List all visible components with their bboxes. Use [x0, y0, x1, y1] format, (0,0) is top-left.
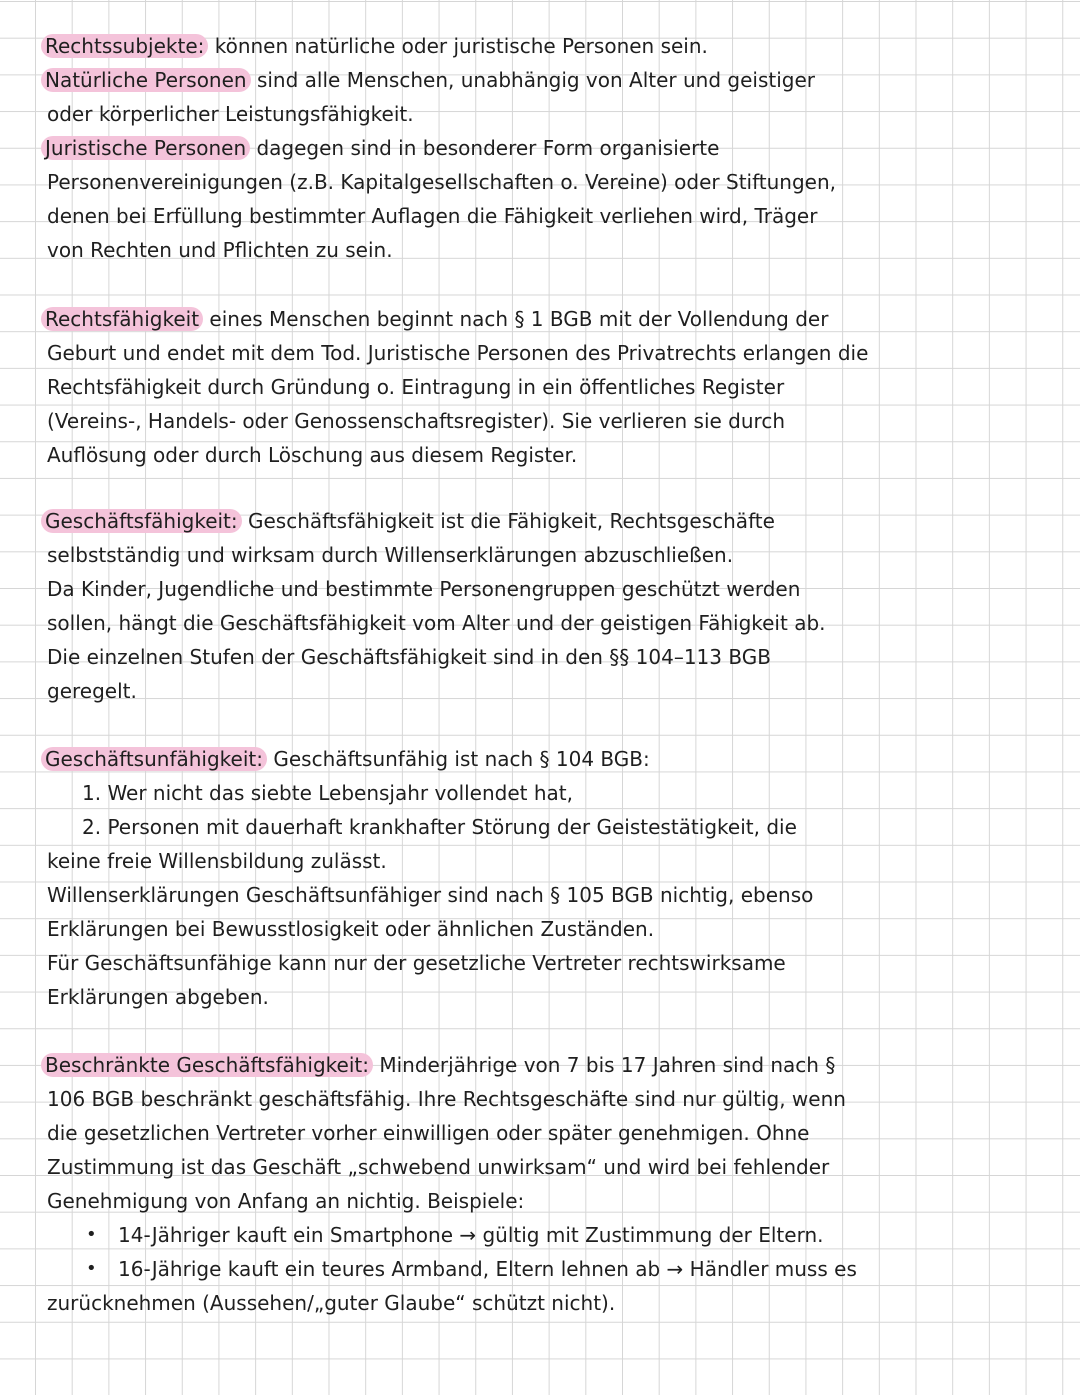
line-text: 1. Wer nicht das siebte Lebensjahr vollendet hat,	[82, 781, 573, 805]
line-text: keine freie Willensbildung zulässt.	[47, 849, 387, 873]
text-line	[47, 504, 775, 538]
text-line	[47, 572, 800, 606]
highlighted-term: Rechtsfähigkeit	[41, 307, 203, 331]
line-text: 14-Jähriger kauft ein Smartphone → gültig mit Zustimmung der Eltern.	[118, 1223, 824, 1247]
text-line	[47, 1286, 615, 1320]
line-text: sollen, hängt die Geschäftsfähigkeit vom Alter und der geistigen Fähigkeit ab.	[47, 611, 826, 635]
line-text: oder körperlicher Leistungsfähigkeit.	[47, 102, 414, 126]
line-text: 16-Jährige kauft ein teures Armband, Eltern lehnen ab → Händler muss es	[118, 1257, 857, 1281]
line-text: Da Kinder, Jugendliche und bestimmte Personengruppen geschützt werden	[47, 577, 801, 601]
line-text: 106 BGB beschränkt geschäftsfähig. Ihre Rechtsgeschäfte sind nur gültig, wenn	[47, 1087, 846, 1111]
text-line	[47, 980, 269, 1014]
text-line	[47, 1048, 835, 1082]
text-line	[47, 844, 387, 878]
text-line	[47, 742, 650, 776]
text-line	[47, 946, 786, 980]
line-text: selbstständig und wirksam durch Willenserklärungen abzuschließen.	[47, 543, 734, 567]
line-text: dagegen sind in besonderer Form organisierte	[250, 136, 720, 160]
text-line	[47, 912, 654, 946]
line-text: Genehmigung von Anfang an nichtig. Beispiele:	[47, 1189, 525, 1213]
text-line	[47, 1116, 809, 1150]
text-line	[47, 336, 868, 370]
text-line	[47, 640, 771, 674]
line-text: Erklärungen abgeben.	[47, 985, 269, 1009]
line-text: Die einzelnen Stufen der Geschäftsfähigkeit sind in den §§ 104–113 BGB	[47, 645, 771, 669]
bullet-item	[86, 1252, 857, 1286]
line-text: Geschäftsfähigkeit ist die Fähigkeit, Rechtsgeschäfte	[241, 509, 775, 533]
text-line	[47, 370, 784, 404]
line-text: Auflösung oder durch Löschung aus diesem Register.	[47, 443, 578, 467]
text-line	[47, 29, 708, 63]
line-text: (Vereins-, Handels- oder Genossenschaftsregister). Sie verlieren sie durch	[47, 409, 786, 433]
text-line	[47, 674, 137, 708]
text-line	[47, 404, 785, 438]
bullet-item	[86, 1218, 824, 1252]
text-line	[47, 199, 817, 233]
text-line	[47, 538, 733, 572]
text-line	[47, 878, 813, 912]
highlighted-term: Natürliche Personen	[41, 68, 251, 92]
numbered-item	[82, 810, 797, 844]
numbered-item	[82, 776, 573, 810]
line-text: von Rechten und Pflichten zu sein.	[47, 238, 393, 262]
text-line	[47, 606, 826, 640]
line-text: 2. Personen mit dauerhaft krankhafter Störung der Geistestätigkeit, die	[82, 815, 797, 839]
highlighted-term: Juristische Personen	[41, 136, 250, 160]
line-text: die gesetzlichen Vertreter vorher einwilligen oder später genehmigen. Ohne	[47, 1121, 810, 1145]
text-line	[47, 131, 719, 165]
line-text: Rechtsfähigkeit durch Gründung o. Eintragung in ein öffentliches Register	[47, 375, 785, 399]
text-line	[47, 97, 414, 131]
bullet-icon: •	[86, 1258, 97, 1279]
text-line	[47, 1184, 524, 1218]
highlighted-term: Beschränkte Geschäftsfähigkeit:	[41, 1053, 373, 1077]
bullet-icon: •	[86, 1224, 97, 1245]
text-line	[47, 165, 836, 199]
highlighted-term: Geschäftsunfähigkeit:	[41, 747, 267, 771]
line-text: zurücknehmen (Aussehen/„guter Glaube“ schützt nicht).	[47, 1291, 616, 1315]
line-text: eines Menschen beginnt nach § 1 BGB mit der Vollendung der	[203, 307, 829, 331]
line-text: Erklärungen bei Bewusstlosigkeit oder ähnlichen Zuständen.	[47, 917, 655, 941]
highlighted-term: Geschäftsfähigkeit:	[41, 509, 242, 533]
line-text: Geburt und endet mit dem Tod. Juristische Personen des Privatrechts erlangen die	[47, 341, 869, 365]
highlighted-term: Rechtssubjekte:	[41, 34, 208, 58]
text-line	[47, 302, 828, 336]
line-text: Personenvereinigungen (z.B. Kapitalgesellschaften o. Vereine) oder Stiftungen,	[47, 170, 837, 194]
line-text: denen bei Erfüllung bestimmter Auflagen die Fähigkeit verliehen wird, Träger	[47, 204, 818, 228]
line-text: Für Geschäftsunfähige kann nur der gesetzliche Vertreter rechtswirksame	[47, 951, 786, 975]
text-line	[47, 233, 393, 267]
line-text: können natürliche oder juristische Personen sein.	[208, 34, 708, 58]
text-line	[47, 1150, 829, 1184]
line-text: sind alle Menschen, unabhängig von Alter und geistiger	[250, 68, 815, 92]
line-text: Willenserklärungen Geschäftsunfähiger sind nach § 105 BGB nichtig, ebenso	[47, 883, 814, 907]
text-line	[47, 1082, 846, 1116]
line-text: Zustimmung ist das Geschäft „schwebend unwirksam“ und wird bei fehlender	[47, 1155, 830, 1179]
line-text: Minderjährige von 7 bis 17 Jahren sind nach §	[373, 1053, 836, 1077]
text-line	[47, 438, 577, 472]
line-text: Geschäftsunfähig ist nach § 104 BGB:	[267, 747, 650, 771]
text-line	[47, 63, 815, 97]
line-text: geregelt.	[47, 679, 137, 703]
